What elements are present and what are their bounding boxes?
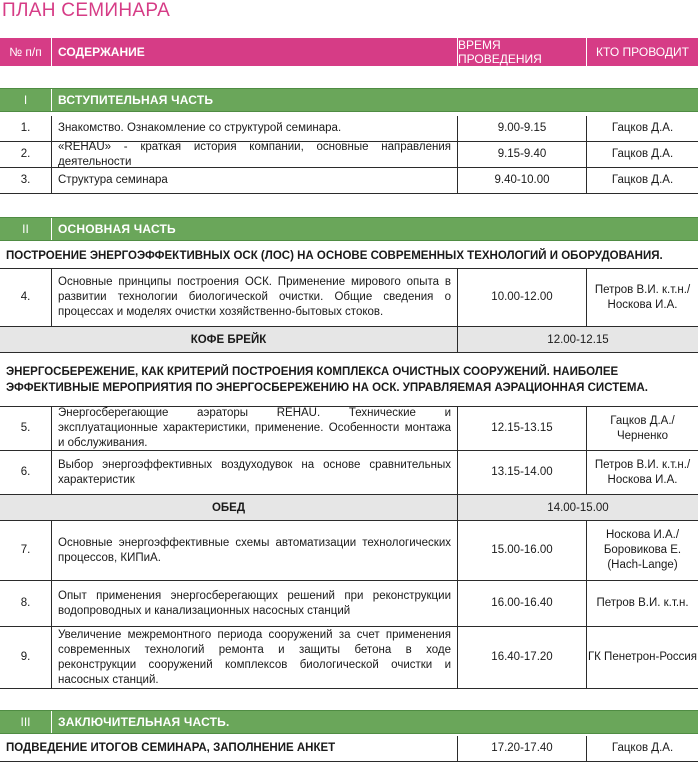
row-content: Структура семинара: [52, 168, 458, 193]
row-num: 2.: [0, 142, 52, 167]
table-row: [0, 168, 698, 194]
row-time: 16.00-16.40: [458, 581, 587, 626]
section-number: II: [0, 218, 52, 240]
table-row: [0, 116, 698, 142]
page-title: ПЛАН СЕМИНАРА: [2, 0, 171, 21]
break-time: 14.00-15.00: [547, 501, 609, 514]
row-time: 10.00-12.00: [458, 269, 587, 326]
table-row: [0, 627, 698, 689]
row-num: 6.: [0, 451, 52, 494]
row-num: 3.: [0, 168, 52, 193]
table-row: [0, 451, 698, 495]
row-time: 9.40-10.00: [458, 168, 587, 193]
header-who: КТО ПРОВОДИТ: [596, 45, 689, 59]
row-speaker: Петров В.И. к.т.н.: [596, 597, 689, 609]
row-content: Знакомство. Ознакомление со структурой семинара.: [52, 116, 458, 141]
row-num: 5.: [0, 407, 52, 450]
section-bar-1: [0, 88, 698, 112]
row-time: 13.15-14.00: [458, 451, 587, 494]
row-speaker: Петров В.И. к.т.н./ Носкова И.А.: [594, 283, 691, 311]
row-speaker: Носкова И.А./ Боровикова Е. (Hach-Lange): [603, 529, 682, 571]
section-number: III: [0, 711, 52, 733]
row-time: 15.00-16.00: [458, 521, 587, 580]
table-row: [0, 142, 698, 168]
row-speaker: ГК Пенетрон-Россия: [587, 651, 698, 663]
section-bar-2: [0, 217, 698, 241]
header-num: № п/п: [0, 38, 52, 66]
row-content: Увеличение межремонтного периода сооружений за счет применения современных технологий ремонта и защиты бетона в ходе реконструкции сооружений комплексов биологической очистки и насосных станций.: [52, 627, 458, 688]
table-row: [0, 581, 698, 627]
table-row: [0, 407, 698, 451]
lunch-row: [0, 495, 698, 521]
table-row: [0, 269, 698, 327]
section-bar-3: [0, 710, 698, 734]
row-time: 12.15-13.15: [458, 407, 587, 450]
row-time: 16.40-17.20: [458, 627, 587, 688]
break-label: КОФЕ БРЕЙК: [0, 327, 458, 352]
row-content: Выбор энергоэффективных воздуходувок на основе сравнительных характеристик: [52, 451, 458, 494]
row-content: Основные принципы построения ОСК. Применение мирового опыта в развитии технологии биологической очистки. Общие сведения о процессах и моделях очистки хозяйственно-бытовых стоков.: [52, 269, 458, 326]
row-num: 9.: [0, 627, 52, 688]
row-time: 9.00-9.15: [458, 116, 587, 141]
row-time: 17.20-17.40: [458, 736, 587, 761]
row-speaker: Гацков Д.А./ Черненко: [610, 414, 675, 442]
section-number: I: [0, 89, 52, 111]
row-num: 1.: [0, 116, 52, 141]
break-label: ОБЕД: [0, 495, 458, 520]
row-speaker: Петров В.И. к.т.н./ Носкова И.А.: [594, 458, 691, 486]
row-num: 4.: [0, 269, 52, 326]
break-time: 12.00-12.15: [547, 333, 609, 346]
header-content: СОДЕРЖАНИЕ: [52, 38, 458, 66]
coffee-break-row: [0, 327, 698, 353]
row-num: 8.: [0, 581, 52, 626]
table-row: [0, 736, 698, 762]
section-label: ЗАКЛЮЧИТЕЛЬНАЯ ЧАСТЬ.: [58, 715, 230, 729]
row-content: Основные энергоэффективные схемы автоматизации технологических процессов, КИПиА.: [52, 521, 458, 580]
section-label: ОСНОВНАЯ ЧАСТЬ: [58, 222, 176, 236]
table-header: [0, 38, 698, 66]
row-speaker: Гацков Д.А.: [611, 174, 674, 186]
row-speaker: Гацков Д.А.: [611, 148, 674, 160]
row-num: 7.: [0, 521, 52, 580]
subsection-heading: ЭНЕРГОСБЕРЕЖЕНИЕ, КАК КРИТЕРИЙ ПОСТРОЕНИЯ КОМПЛЕКСА ОЧИСТНЫХ СООРУЖЕНИЙ. НАИБОЛЕЕ ЭФФЕКТИВНЫЕ МЕРОПРИЯТИЯ ПО ЭНЕРГОСБЕРЕЖЕНИЮ НА ОСК. УПРАВЛЯЕМАЯ АЭРАЦИОННАЯ СИСТЕМА.: [0, 353, 698, 407]
row-content: Энергосберегающие аэраторы REHAU. Технические и эксплуатационные характеристики, применение. Особенности монтажа и обслуживания.: [52, 407, 458, 450]
row-content: ПОДВЕДЕНИЕ ИТОГОВ СЕМИНАРА, ЗАПОЛНЕНИЕ АНКЕТ: [0, 736, 458, 761]
row-time: 9.15-9.40: [458, 142, 587, 167]
section-label: ВСТУПИТЕЛЬНАЯ ЧАСТЬ: [58, 93, 214, 107]
row-speaker: Гацков Д.А.: [611, 122, 674, 134]
subsection-heading: ПОСТРОЕНИЕ ЭНЕРГОЭФФЕКТИВНЫХ ОСК (ЛОС) НА ОСНОВЕ СОВРЕМЕННЫХ ТЕХНОЛОГИЙ И ОБОРУДОВАНИЯ.: [0, 243, 698, 269]
row-content: «REHAU» - краткая история компании, основные направления деятельности: [52, 142, 458, 167]
header-time: ВРЕМЯ ПРОВЕДЕНИЯ: [458, 38, 587, 66]
row-speaker: Гацков Д.А.: [611, 742, 674, 754]
table-row: [0, 521, 698, 581]
row-content: Опыт применения энергосберегающих решений при реконструкции водопроводных и канализационных насосных станций: [52, 581, 458, 626]
